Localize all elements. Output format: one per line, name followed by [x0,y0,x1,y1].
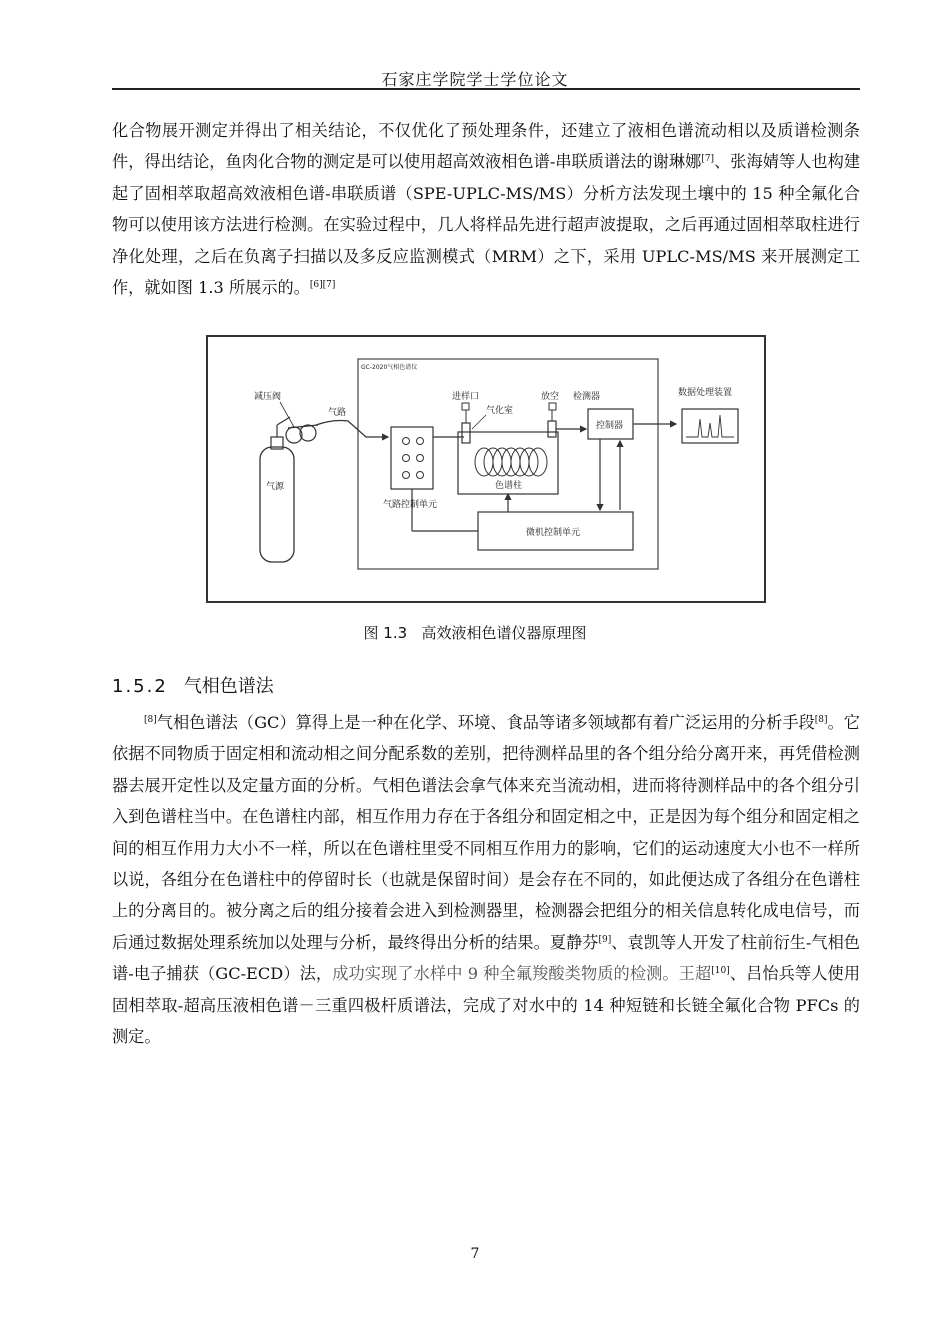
data-processor-label: 数据处理装置 [678,388,733,398]
figure-caption [0,622,950,643]
running-header: 石家庄学院学士学位论文 [381,70,569,89]
schematic-diagram [208,337,764,601]
paragraph-1 [112,115,860,303]
controller-label: 控制器 [596,421,624,431]
gas-line [316,421,388,438]
gas-cylinder [260,447,294,562]
citation: [8] [814,715,828,725]
pressure-valve-label: 减压阀 [254,392,282,402]
gas-control-unit [391,427,433,489]
injection-port-label: 进样口 [452,392,480,402]
paragraph-1-text-2: 、张海婧等人也构建起了固相萃取超高效液相色谱-串联质谱（SPE-UPLC-MS/MS）分析方法发现土壤中的 15 种全氟化合物可以使用该方法进行检测。在实验过程中，几人将样品先进行超声波提取，之后再通过固相萃取柱进行净化处理，之后在负离子扫描以及多反应监测模式（MRM）之下，采用 UPLC-MS/MS 来开展测定工作，就如图 1.3 所展示的。 [112,152,861,298]
column-label: 色谱柱 [495,481,523,491]
gas-source-label: 气源 [266,482,285,492]
section-title: 气相色谱法 [183,676,274,697]
paragraph-2-text-5: 、吕怡兵等人使用固相萃取-超高压液相色谱－三重四极杆质谱法，完成了对水中的 14 种短链和长链全氟化合物 PFCs 的测定。 [112,964,861,1047]
paragraph-2-text-4: 成功实现了水样中 9 种全氟羧酸类物质的检测。王超 [332,964,712,984]
column-coil [475,448,547,476]
gauge-2 [300,425,316,441]
gas-line-label: 气路 [328,408,347,418]
instrument-box [358,359,658,569]
paragraph-2 [112,707,860,1052]
paragraph-1-text-1: 化合物展开测定并得出了相关结论，不仅优化了预处理条件，还建立了液相色谱流动相以及质谱检测条件，得出结论，鱼肉化合物的测定是可以使用超高效液相色谱-串联质谱法的谢琳娜 [112,121,860,172]
citation: [6][7] [309,280,336,291]
detector-label: 检测器 [573,392,601,402]
vent-label: 放空 [541,392,560,402]
microcomputer-unit-label: 微机控制单元 [526,528,581,538]
injection-port [462,423,470,443]
citation: [10] [711,966,730,977]
paragraph-2-text-1: 气相色谱法（GC）算得上是一种在化学、环境、食品等诸多领域都有着广泛运用的分析手段 [156,713,815,732]
figure-caption-text: 高效液相色谱仪器原理图 [421,624,587,642]
citation: [9] [598,934,612,945]
figure-caption-label: 图 1.3 [363,624,408,642]
header-rule [112,88,860,90]
page-number: 7 [470,1246,480,1262]
section-number: 1.5.2 [112,676,168,697]
gas-control-unit-label: 气路控制单元 [383,500,438,510]
section-heading [112,672,274,698]
vaporization-chamber-label: 气化室 [486,406,514,416]
citation: [8] [144,715,157,725]
detector [548,421,556,437]
chromatogram-trace [686,415,734,437]
paragraph-2-text-2: 。它依据不同物质于固定相和流动相之间分配系数的差别，把待测样品里的各个组分给分离开来，再凭借检测器去展开定性以及定量方面的分析。气相色谱法会拿气体来充当流动相，进而将待测样品中的各个组分引入到色谱柱当中。在色谱柱内部，相互作用力存在于各组分和固定相之中，正是因为每个组分和固定相之间的相互作用力大小不一样，所以在色谱柱里受不同相互作用力的影响，它们的运动速度大小也不一样所以说，各组分在色谱柱中的停留时长（也就是保留时间）是会存在不同的，如此便达成了各组分在色谱柱上的分离目的。被分离之后的组分接着会进入到检测器里，检测器会把组分的相关信息转化成电信号，而后通过数据处理系统加以处理与分析，最终得出分析的结果。夏静芬 [112,713,860,952]
instrument-label: GC-2020气相色谱仪 [361,364,418,371]
figure-gc-schematic [206,335,766,603]
paragraph-2-text-3: 、袁凯等人开发了柱前衍生-气相色谱-电子捕获（GC-ECD）法， [112,932,860,984]
citation: [7] [701,154,715,165]
gauge-1 [286,427,302,443]
